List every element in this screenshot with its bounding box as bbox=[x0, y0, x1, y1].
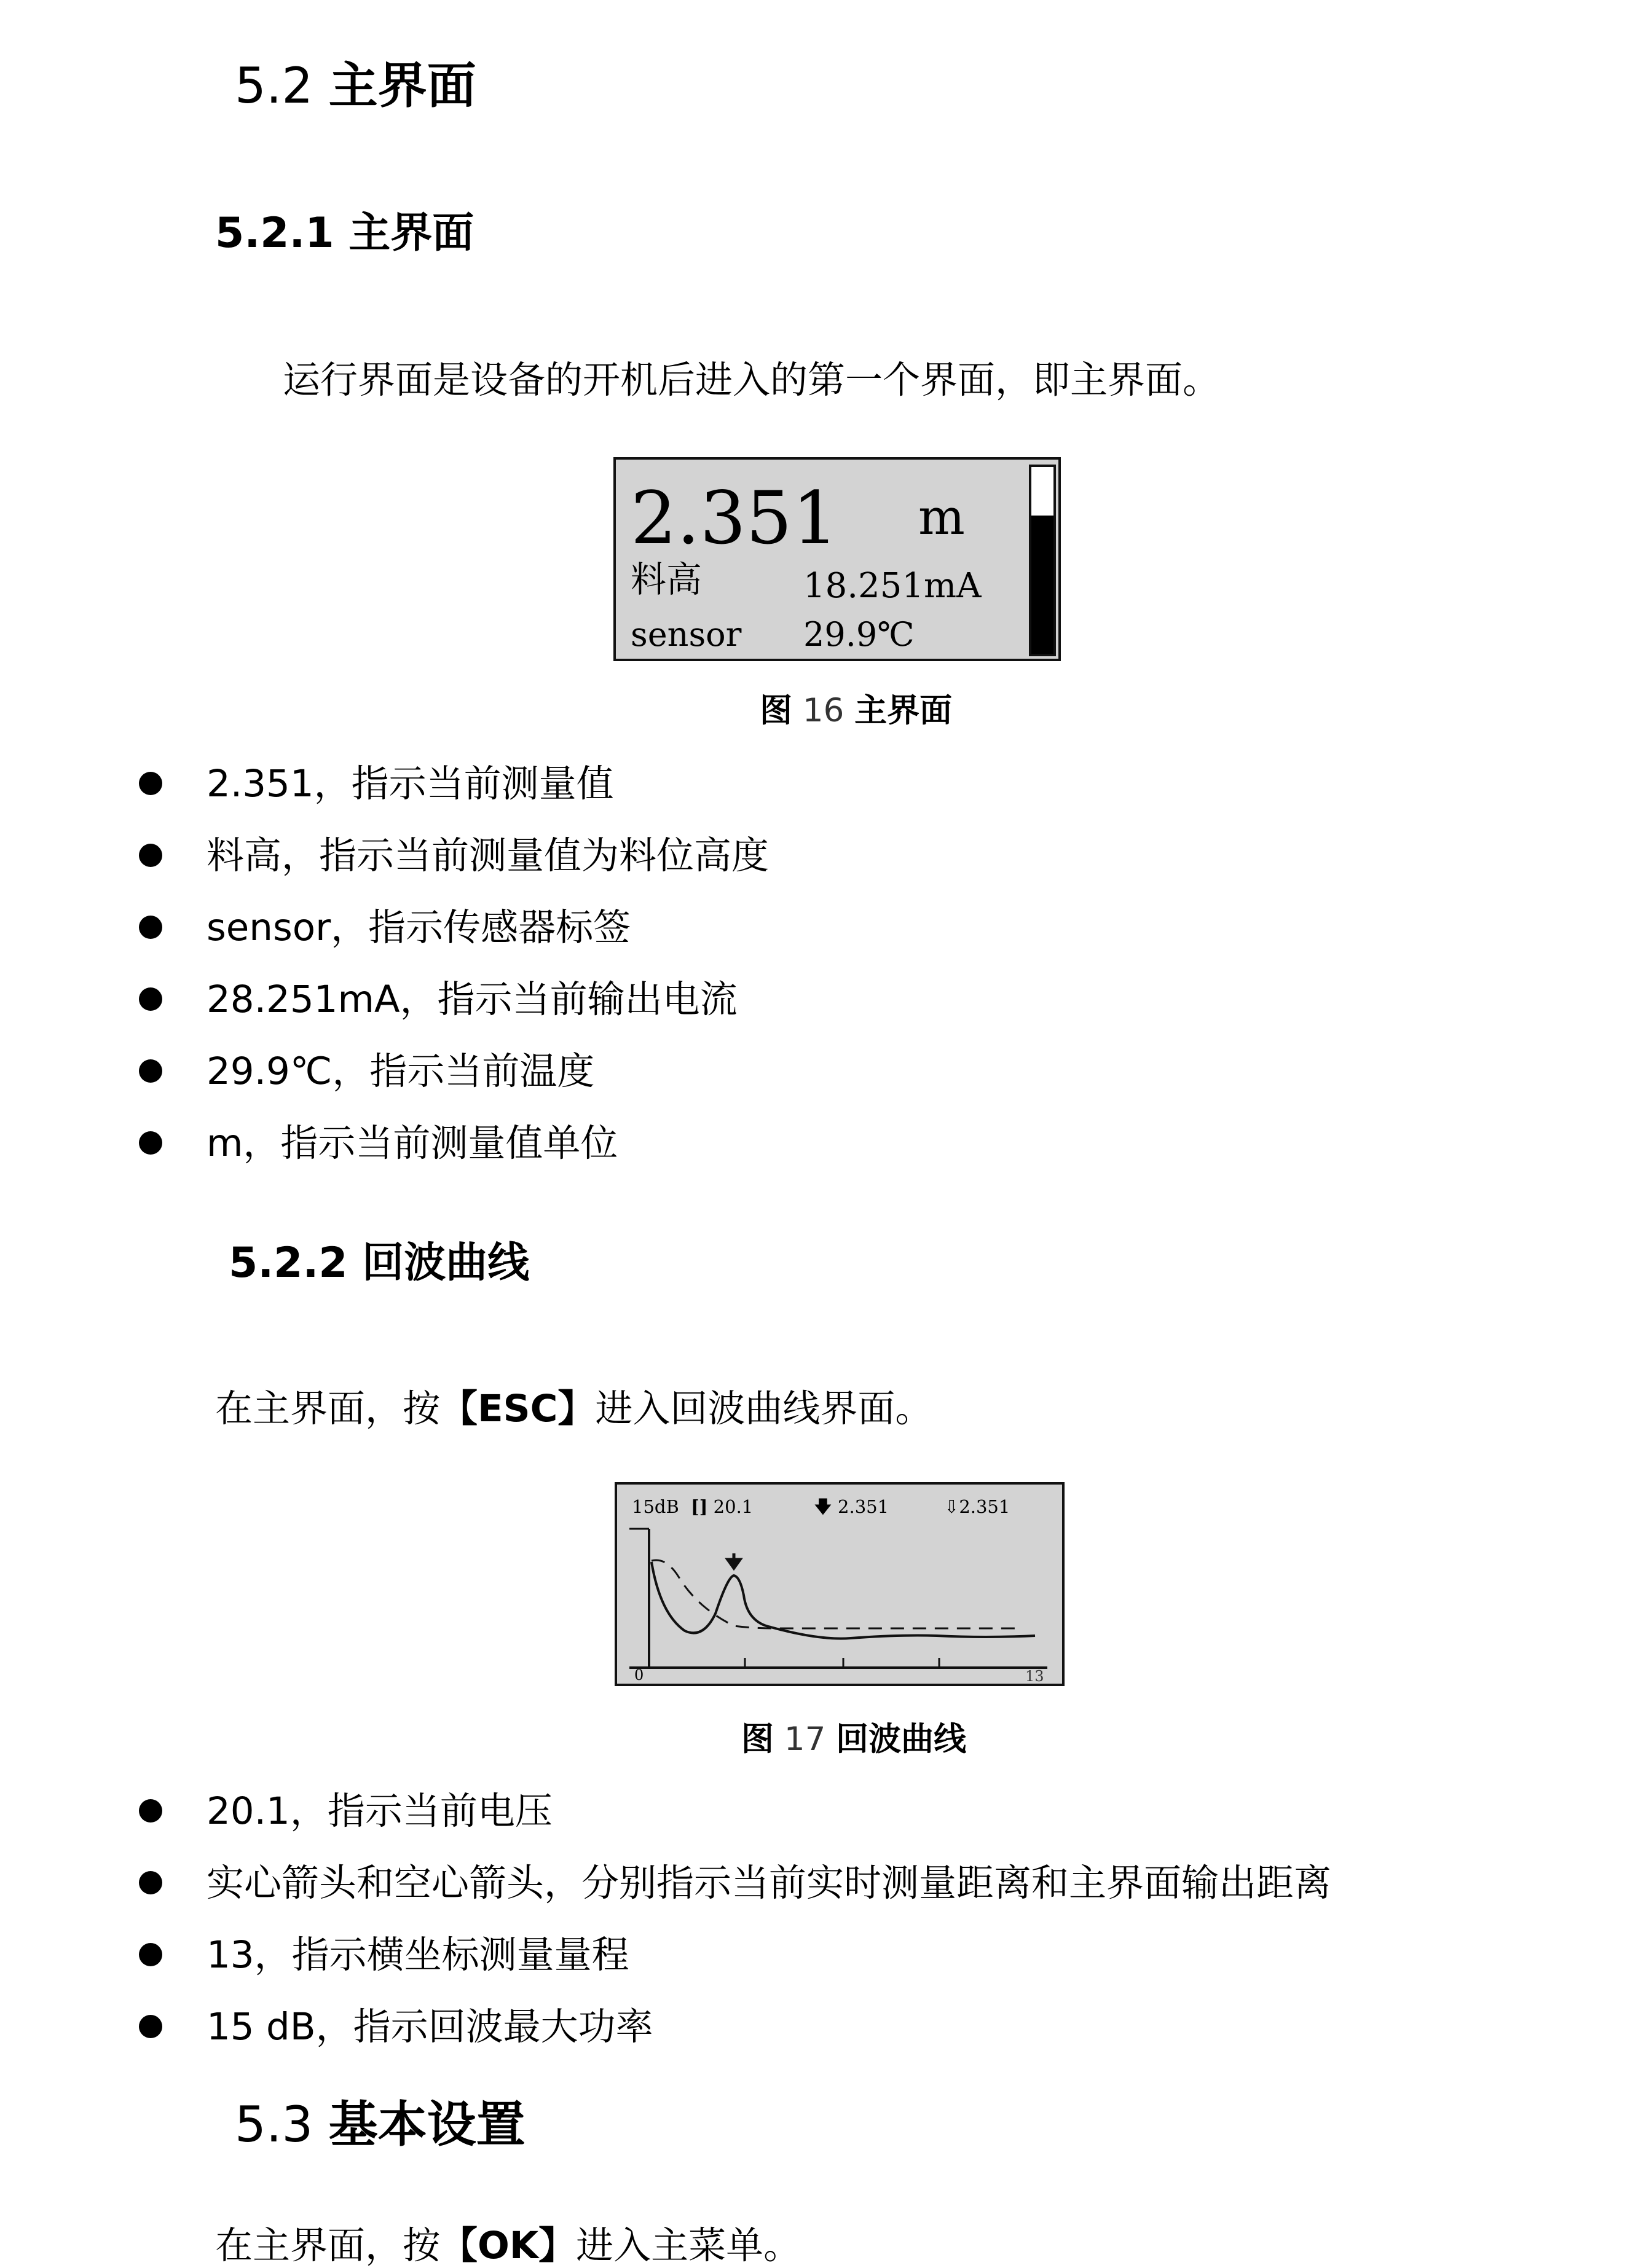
echo-power: 15dB bbox=[632, 1496, 679, 1517]
lcd-echo-screen bbox=[615, 1482, 1065, 1686]
list-item-text: sensor，指示传感器标签 bbox=[207, 906, 631, 949]
list-item-text: 20.1，指示当前电压 bbox=[207, 1789, 553, 1833]
battery-bracket-icon: [] bbox=[691, 1496, 708, 1517]
output-current: 18.251mA bbox=[803, 566, 982, 606]
bullet-dot bbox=[139, 987, 162, 1011]
list-item-text: 料高，指示当前测量值为料位高度 bbox=[207, 834, 770, 877]
bullet-dot bbox=[139, 1943, 162, 1966]
subsection-heading-main bbox=[215, 209, 474, 257]
threshold-curve bbox=[652, 1560, 1023, 1628]
list-item-text: 2.351，指示当前测量值 bbox=[207, 762, 614, 806]
bullet-dot bbox=[139, 772, 162, 795]
section-heading-basic bbox=[235, 2096, 526, 2153]
section-number: 5.2 bbox=[235, 57, 313, 114]
solid-arrow-down-icon: 🡇 bbox=[814, 1496, 832, 1517]
caption-title: 主界面 bbox=[854, 692, 953, 729]
measurement-value: 2.351 bbox=[631, 476, 838, 560]
temperature-value: 29.9℃ bbox=[803, 615, 915, 654]
caption-title: 回波曲线 bbox=[836, 1721, 967, 1758]
list-item-text: 13，指示横坐标测量量程 bbox=[207, 1933, 629, 1977]
bullet-dot bbox=[139, 1799, 162, 1823]
bullet-dot bbox=[139, 844, 162, 867]
bullet-dot bbox=[139, 2015, 162, 2038]
realtime-distance-value: 2.351 bbox=[838, 1496, 889, 1517]
list-item-text: 28.251mA，指示当前输出电流 bbox=[207, 978, 738, 1021]
voltage-value: 20.1 bbox=[713, 1496, 754, 1517]
list-item-text: 29.9℃，指示当前温度 bbox=[207, 1050, 595, 1093]
measurement-label: 料高 bbox=[631, 559, 703, 600]
paragraph-main-intro: 运行界面是设备的开机后进入的第一个界面，即主界面。 bbox=[283, 358, 1221, 402]
bullet-dot bbox=[139, 1871, 162, 1894]
paragraph-echo-intro bbox=[215, 1387, 933, 1430]
measurement-unit: m bbox=[918, 489, 965, 546]
output-distance-value: 2.351 bbox=[959, 1496, 1010, 1517]
hollow-arrow-down-icon: ⇩ bbox=[944, 1496, 959, 1517]
sensor-tag: sensor bbox=[631, 615, 742, 654]
section-heading-main bbox=[235, 57, 476, 114]
lcd-main-screen bbox=[613, 457, 1061, 661]
section-title: 基本设置 bbox=[328, 2096, 526, 2153]
figure-caption-17 bbox=[741, 1723, 966, 1756]
bullet-dot bbox=[139, 1059, 162, 1083]
key-esc: 【ESC】 bbox=[440, 1387, 596, 1430]
caption-number: 16 bbox=[802, 692, 845, 729]
list-item-text: 15 dB，指示回波最大功率 bbox=[207, 2005, 653, 2049]
caption-prefix: 图 bbox=[741, 1721, 774, 1758]
paragraph-text: 进入主菜单。 bbox=[576, 2224, 801, 2267]
echo-curve-plot bbox=[617, 1485, 1062, 1684]
x-axis-max-label: 13 bbox=[1025, 1668, 1044, 1685]
figure-caption-16 bbox=[760, 694, 952, 727]
caption-prefix: 图 bbox=[760, 692, 792, 729]
x-axis-min-label: 0 bbox=[634, 1666, 644, 1684]
paragraph-text: 在主界面，按 bbox=[215, 1387, 441, 1430]
bullet-dot bbox=[139, 1131, 162, 1155]
section-title: 主界面 bbox=[328, 57, 476, 114]
key-ok: 【OK】 bbox=[440, 2224, 577, 2267]
subsection-number: 5.2.2 bbox=[229, 1239, 348, 1287]
subsection-title: 回波曲线 bbox=[362, 1239, 530, 1287]
subsection-heading-echo bbox=[229, 1239, 530, 1287]
peak-solid-arrow-icon bbox=[728, 1553, 740, 1568]
level-bar bbox=[1029, 465, 1056, 656]
subsection-number: 5.2.1 bbox=[215, 209, 334, 257]
section-number: 5.3 bbox=[235, 2096, 313, 2153]
list-item-text: 实心箭头和空心箭头，分别指示当前实时测量距离和主界面输出距离 bbox=[207, 1861, 1332, 1905]
caption-number: 17 bbox=[784, 1721, 826, 1758]
subsection-title: 主界面 bbox=[348, 209, 474, 257]
paragraph-text: 在主界面，按 bbox=[215, 2224, 441, 2267]
bullet-dot bbox=[139, 916, 162, 939]
level-bar-fill bbox=[1031, 516, 1053, 654]
echo-curve bbox=[652, 1562, 1035, 1639]
paragraph-text: 进入回波曲线界面。 bbox=[595, 1387, 933, 1430]
list-item-text: m，指示当前测量值单位 bbox=[207, 1121, 618, 1165]
paragraph-basic-intro bbox=[215, 2224, 801, 2267]
